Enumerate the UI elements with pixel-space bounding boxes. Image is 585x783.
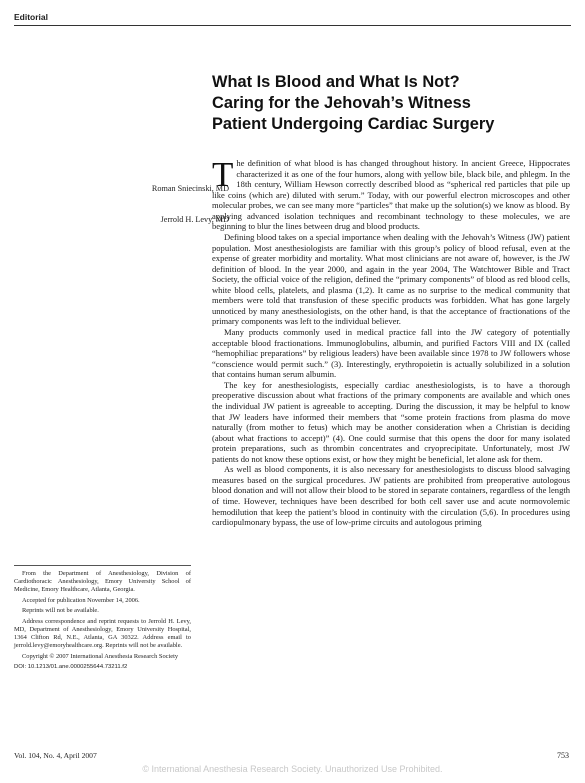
- copyright-watermark: © International Anesthesia Research Society. Unauthorized Use Prohibited.: [142, 764, 443, 774]
- paragraph-text: he definition of what blood is has changed throughout history. In ancient Greece, Hippocrates characterized it as one of the four humors, along with yellow bile, black bile, and phlegm. In the 18th century, William Hewson correctly described blood as “spherical red particles that pile up like coins (which are) diluted with serum.” Today, with our powerful electron microscopes and other molecular probes, we can see many more “particles” that make up the solution(s) we know as blood. By applying advanced isolation techniques and recombinant technology to these molecules, we are beginning to blur the lines between drug and blood products.: [212, 158, 570, 232]
- author-name: Jerrold H. Levy, MD: [160, 215, 229, 224]
- title-line: Caring for the Jehovah’s Witness: [212, 94, 471, 112]
- title-line: What Is Blood and What Is Not?: [212, 73, 460, 91]
- body-paragraph: The key for anesthesiologists, especially cardiac anesthesiologists, is to have a thorough preoperative discussion about what fractions of the primary components are available and which ones the individual JW patient is agreeable to accepting. During the discussion, it may be helpful to know that JW leaders have informed their members that “some protein fractions from plasma do move naturally (from mother to fetus) which may be another consideration when a Christian is deciding (about what fractions to accept)” (4). One could surmise that this opens the door for many isolated protein preparations, such as thrombin concentrates and cryoprecipitate. Unfortunately, most JW patients do not know these options exist, or how they might be beneficial, let alone ask for them.: [212, 379, 570, 464]
- article-title: [212, 72, 552, 135]
- body-paragraph: As well as blood components, it is also necessary for anesthesiologists to discuss blood salvaging measures based on the surgical procedures. JW patients are prohibited from preoperative autologous blood donation and will not allow their blood to be stored in separate containers, regardless of the length of time. However, techniques have been described for both cell saver use and acute normovolemic hemodilution that keep the patient’s blood in continuity with the circulation (5,6). In procedures using cardiopulmonary bypass, the use of low-prime circuits and autologous priming: [212, 464, 570, 528]
- section-label: Editorial: [14, 12, 49, 22]
- body-paragraph: Defining blood takes on a special importance when dealing with the Jehovah’s Witness (JW) patient population. Most anesthesiologists are familiar with this group’s policy of blood refusal, even at the expense of greater morbidity and mortality. What most clinicians are not aware of, however, is the JW definition of blood. In the year 2000, and again in the year 2004, The Watchtower Bible and Tract Society, the official voice of the religion, defined the “primary components” of blood as red blood cells, white blood cells, platelets, and plasma (1,2). It came as no surprise to the medical community that members were told that transfusion of these specific products was forbidden. What has gone largely unnoticed by many anesthesiologists, on the other hand, is that the acceptance of fractionations of the primary components was left to the individual believer.: [212, 231, 570, 327]
- header-rule: [14, 25, 571, 26]
- body-paragraph: Many products commonly used in medical practice fall into the JW category of potentially acceptable blood fractionations. Immunoglobulins, albumin, and purified Factors VIII and IX (called “hemophiliac preparations” by religious leaders) have been available since 1978 to JW followers whose “conscience would permit such.” (3). Interestingly, erythropoietin is actually solubilized in a solution that contains human serum albumin.: [212, 327, 570, 380]
- doi: DOI: 10.1213/01.ane.0000255644.73211.f2: [14, 664, 128, 671]
- article-body: [212, 155, 570, 528]
- footnote-accepted: Accepted for publication November 14, 2006.: [22, 596, 140, 604]
- footnote-correspondence: Address correspondence and reprint requests to Jerrold H. Levy, MD, Department of Anesthesiology, Emory University Hospital, 1364 Clifton Rd, N.E., Atlanta, GA 30322. Address email to jerrold.levy@emoryhealthcare.org. Reprints will not be available.: [14, 617, 191, 650]
- footnote-copyright: Copyright © 2007 International Anesthesia Research Society: [22, 652, 179, 660]
- footnotes: [14, 570, 191, 674]
- footnote-affiliation: From the Department of Anesthesiology, Division of Cardiothoracic Anesthesiology, Emory University School of Medicine, Emory Healthcare, Atlanta, Georgia.: [14, 570, 191, 594]
- journal-citation: Vol. 104, No. 4, April 2007: [14, 751, 97, 760]
- author-name: Roman Sniecinski, MD: [151, 184, 229, 193]
- drop-cap: T: [212, 155, 234, 194]
- footnote-rule: [14, 565, 191, 566]
- page-number: 753: [557, 751, 569, 760]
- body-paragraph: [212, 155, 570, 232]
- footnote-reprints: Reprints will not be available.: [22, 607, 99, 615]
- title-line: Patient Undergoing Cardiac Surgery: [212, 115, 495, 133]
